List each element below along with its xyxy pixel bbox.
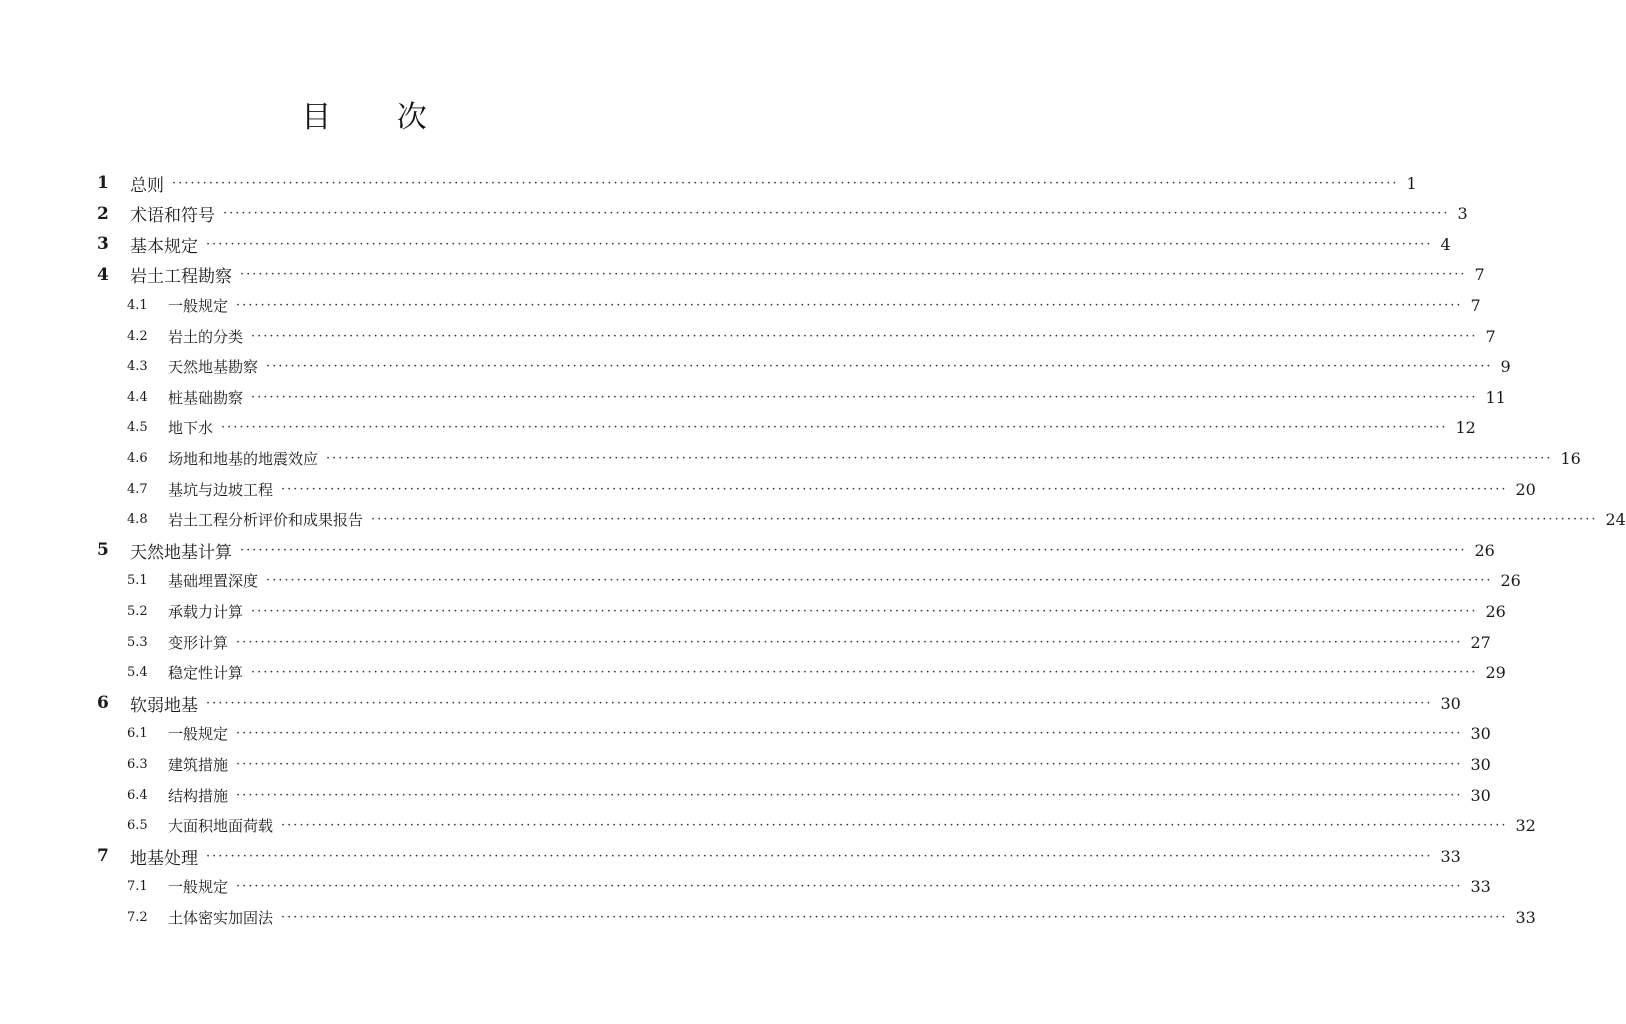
entry-line: [168, 723, 1491, 744]
entry-title: 基坑与边坡工程: [168, 480, 274, 499]
entry-line: [130, 262, 1485, 288]
entry-page-number: 12: [1455, 418, 1476, 438]
entry-line: [168, 662, 1506, 683]
leader-dots: ········································································································································································································: [236, 726, 1463, 742]
entry-number: 7.1: [127, 879, 148, 895]
entry-page-number: 7: [1470, 295, 1481, 315]
entry-page-number: 32: [1515, 816, 1536, 836]
entry-page-number: 4: [1440, 234, 1451, 254]
entry-number: 4: [97, 264, 109, 285]
leader-dots: ········································································································································································································: [236, 879, 1463, 895]
entry-line: [168, 356, 1511, 377]
entry-number: 4.5: [127, 420, 148, 436]
entry-line: [130, 232, 1451, 257]
toc-section-entry: [0, 749, 1491, 779]
toc-section-entry: [0, 382, 1506, 412]
entry-number: 5.3: [127, 634, 148, 650]
leader-dots: ········································································································································································································: [240, 267, 1467, 283]
leader-dots: ········································································································································································································: [236, 787, 1463, 803]
entry-title: 术语和符号: [130, 206, 215, 227]
entry-page-number: 7: [1485, 326, 1496, 346]
toc-section-entry: [0, 352, 1511, 382]
toc-chapter-entry: [0, 841, 1461, 871]
toc-section-entry: [0, 811, 1536, 841]
entry-line: [130, 171, 1417, 196]
entry-number: 7: [97, 846, 109, 867]
entry-page-number: 29: [1485, 663, 1506, 683]
entry-number: 7.2: [127, 909, 148, 925]
entry-line: [168, 448, 1581, 469]
entry-title: 岩土工程分析评价和成果报告: [168, 511, 364, 530]
entry-line: [168, 601, 1506, 622]
leader-dots: ········································································································································································································: [236, 634, 1463, 650]
entry-title: 土体密实加固法: [168, 908, 274, 927]
toc-section-entry: [0, 872, 1491, 902]
entry-page-number: 30: [1470, 785, 1491, 805]
entry-number: 5: [97, 540, 109, 561]
entry-page-number: 30: [1440, 693, 1461, 713]
entry-number: 4.4: [127, 389, 148, 405]
leader-dots: ········································································································································································································: [251, 603, 1478, 619]
entry-title: 承载力计算: [168, 602, 244, 621]
entry-number: 6: [97, 693, 109, 714]
entry-page-number: 26: [1485, 601, 1506, 621]
entry-number: 6.3: [127, 756, 148, 772]
entry-title: 一般规定: [168, 725, 229, 744]
entry-page-number: 33: [1470, 877, 1491, 897]
entry-page-number: 30: [1470, 754, 1491, 774]
leader-dots: ········································································································································································································: [371, 512, 1598, 528]
entry-number: 4.7: [127, 481, 148, 497]
toc-section-entry: [0, 719, 1491, 749]
toc-section-entry: [0, 443, 1581, 473]
leader-dots: ········································································································································································································: [266, 573, 1493, 589]
entry-number: 4.6: [127, 450, 148, 466]
entry-title: 结构措施: [168, 786, 229, 805]
entry-title: 一般规定: [168, 296, 229, 315]
leader-dots: ········································································································································································································: [172, 175, 1399, 191]
entry-title: 地下水: [168, 419, 214, 438]
leader-dots: ········································································································································································································: [281, 818, 1508, 834]
entry-page-number: 1: [1406, 173, 1417, 193]
entry-title: 稳定性计算: [168, 664, 244, 683]
entry-line: [168, 754, 1491, 775]
entry-page-number: 26: [1500, 571, 1521, 591]
entry-title: 桩基础勘察: [168, 388, 244, 407]
entry-line: [130, 201, 1468, 227]
toc-section-entry: [0, 290, 1481, 320]
entry-page-number: 33: [1440, 846, 1461, 866]
leader-dots: ········································································································································································································: [281, 481, 1508, 497]
entry-page-number: 7: [1474, 265, 1485, 285]
toc-section-entry: [0, 505, 1626, 535]
entry-page-number: 3: [1457, 204, 1468, 224]
entry-line: [168, 570, 1521, 591]
toc-chapter-entry: [0, 688, 1461, 718]
entry-page-number: 20: [1515, 479, 1536, 499]
entry-title: 基础埋置深度: [168, 572, 259, 591]
leader-dots: ········································································································································································································: [223, 206, 1450, 222]
entry-number: 4.8: [127, 512, 148, 528]
entry-line: [168, 907, 1536, 928]
entry-title: 软弱地基: [130, 695, 198, 716]
entry-line: [130, 538, 1495, 563]
page-title: 目 次: [301, 100, 455, 135]
entry-title: 大面积地面荷载: [168, 817, 274, 836]
toc-section-entry: [0, 474, 1536, 504]
leader-dots: ········································································································································································································: [266, 359, 1493, 375]
toc-chapter-entry: [0, 260, 1485, 290]
entry-number: 6.1: [127, 726, 148, 742]
entry-line: [168, 815, 1536, 836]
entry-page-number: 11: [1485, 387, 1506, 407]
entry-number: 2: [97, 203, 109, 224]
entry-line: [168, 417, 1476, 438]
toc-chapter-entry: [0, 535, 1495, 565]
entry-number: 5.4: [127, 665, 148, 681]
entry-page-number: 16: [1560, 448, 1581, 468]
entry-page-number: 27: [1470, 632, 1491, 652]
leader-dots: ········································································································································································································: [236, 756, 1463, 772]
entry-page-number: 30: [1470, 724, 1491, 744]
entry-title: 天然地基勘察: [168, 358, 259, 377]
leader-dots: ········································································································································································································: [206, 236, 1433, 252]
toc-section-entry: [0, 780, 1491, 810]
entry-number: 4.3: [127, 359, 148, 375]
entry-page-number: 33: [1515, 907, 1536, 927]
entry-line: [168, 479, 1536, 500]
toc-chapter-entry: [0, 199, 1468, 229]
entry-page-number: 26: [1474, 540, 1495, 560]
entry-title: 场地和地基的地震效应: [168, 449, 319, 468]
toc-section-entry: [0, 566, 1521, 596]
entry-number: 5.1: [127, 573, 148, 589]
toc-section-entry: [0, 321, 1496, 351]
toc-section-entry: [0, 596, 1506, 626]
entry-line: [168, 509, 1626, 530]
leader-dots: ········································································································································································································: [221, 420, 1448, 436]
entry-line: [168, 785, 1491, 806]
toc-section-entry: [0, 627, 1491, 657]
entry-page-number: 9: [1500, 357, 1511, 377]
entry-number: 5.2: [127, 603, 148, 619]
leader-dots: ········································································································································································································: [326, 450, 1553, 466]
leader-dots: ········································································································································································································: [206, 848, 1433, 864]
entry-number: 4.1: [127, 297, 148, 313]
entry-line: [130, 844, 1461, 869]
leader-dots: ········································································································································································································: [251, 328, 1478, 344]
toc-section-entry: [0, 658, 1506, 688]
entry-title: 变形计算: [168, 633, 229, 652]
leader-dots: ········································································································································································································: [281, 909, 1508, 925]
entry-title: 岩土的分类: [168, 327, 244, 346]
toc-section-entry: [0, 413, 1476, 443]
leader-dots: ········································································································································································································: [251, 389, 1478, 405]
leader-dots: ········································································································································································································: [240, 542, 1467, 558]
leader-dots: ········································································································································································································: [206, 695, 1433, 711]
toc-chapter-entry: [0, 168, 1417, 198]
entry-number: 6.5: [127, 818, 148, 834]
entry-line: [168, 876, 1491, 897]
toc-section-entry: [0, 902, 1536, 932]
entry-title: 建筑措施: [168, 755, 229, 774]
entry-title: 一般规定: [168, 878, 229, 897]
entry-title: 基本规定: [130, 236, 198, 257]
entry-number: 3: [97, 234, 109, 255]
entry-title: 天然地基计算: [130, 542, 232, 563]
leader-dots: ········································································································································································································: [236, 297, 1463, 313]
entry-line: [168, 632, 1491, 653]
entry-page-number: 24: [1605, 510, 1626, 530]
entry-line: [168, 326, 1496, 347]
toc-chapter-entry: [0, 229, 1451, 259]
entry-title: 岩土工程勘察: [130, 267, 232, 288]
entry-title: 地基处理: [130, 848, 198, 869]
entry-line: [168, 295, 1481, 316]
entry-line: [168, 387, 1506, 408]
entry-title: 总则: [130, 175, 164, 196]
entry-number: 1: [97, 173, 109, 193]
entry-number: 6.4: [127, 787, 148, 803]
entry-number: 4.2: [127, 328, 148, 344]
leader-dots: ········································································································································································································: [251, 665, 1478, 681]
entry-line: [130, 691, 1461, 716]
